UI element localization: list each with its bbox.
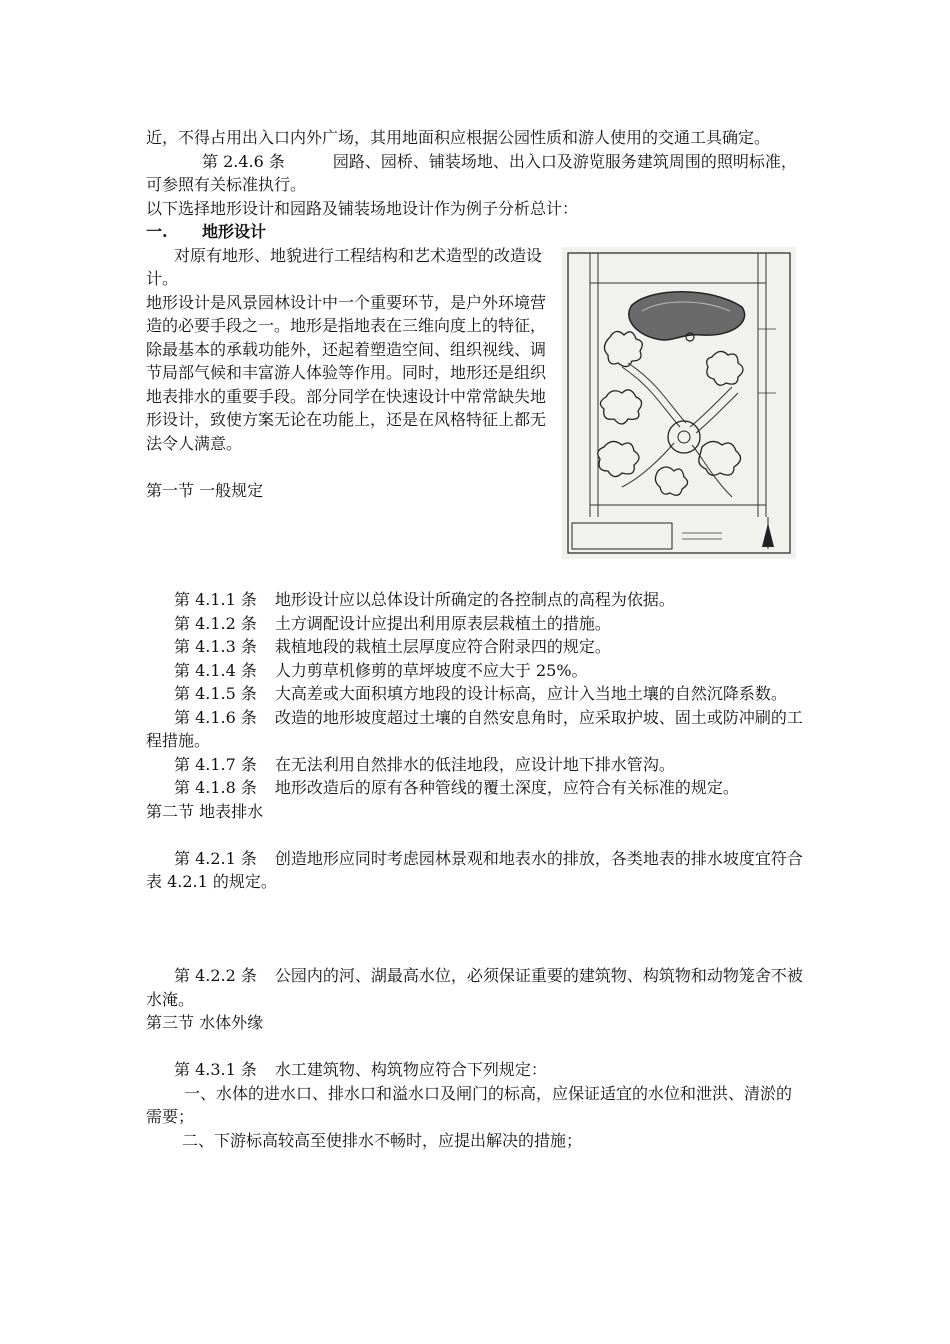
terrain-description: 地形设计是风景园林设计中一个重要环节，是户外环境营造的必要手段之一。地形是指地表在三维向度上的特征，除最基本的承载功能外，还起着塑造空间、组织视线、调节局部气候和丰富游人体验等作用。同时，地形还是组织地表排水的重要手段。部分同学在快速设计中常常缺失地形设计，致使方案无论在功能上，还是在风格特征上都无法令人满意。 bbox=[146, 292, 547, 453]
clause-text: 改造的地形坡度超过土壤的自然安息角时，应采取护坡、固土或防冲刷的工程措施。 bbox=[146, 707, 803, 750]
clause-number: 第 2.4.6 条 bbox=[202, 151, 285, 171]
clause-text: 公园内的河、湖最高水位，必须保证重要的建筑物、构筑物和动物笼舍不被水淹。 bbox=[146, 966, 803, 1009]
clause-4-3-1-sub-2: 二、下游标高较高至使排水不畅时，应提出解决的措施； bbox=[182, 1130, 583, 1150]
terrain-definition: 对原有地形、地貌进行工程结构和艺术造型的改造设计。 bbox=[146, 245, 543, 288]
landscape-plan-sketch-image bbox=[562, 247, 796, 559]
sketch-drawing bbox=[562, 247, 796, 559]
clause-4-1-1 bbox=[146, 588, 806, 612]
clause-number: 第 4.2.1 条 bbox=[174, 848, 257, 868]
clause-number: 第 4.1.8 条 bbox=[174, 778, 257, 797]
clause-text: 大高差或大面积填方地段的设计标高，应计入当地土壤的自然沉降系数。 bbox=[274, 684, 787, 703]
clause-text: 地形改造后的原有各种管线的覆土深度，应符合有关标准的规定。 bbox=[274, 778, 739, 797]
clause-4-1-6 bbox=[146, 706, 806, 753]
clause-4-2-2 bbox=[146, 964, 806, 1011]
section-2-title: 第二节 地表排水 bbox=[146, 801, 264, 821]
clause-text: 地形设计应以总体设计所确定的各控制点的高程为依据。 bbox=[274, 590, 675, 609]
clause-4-1-8 bbox=[146, 776, 806, 800]
clause-number: 第 4.2.2 条 bbox=[174, 966, 257, 985]
section-3-title: 第三节 水体外缘 bbox=[146, 1013, 264, 1032]
clause-4-1-2 bbox=[146, 612, 806, 636]
heading-terrain-design bbox=[146, 220, 806, 244]
clause-text: 园路、园桥、铺装场地、出入口及游览服务建筑周围的照明标准，可参照有关标准执行。 bbox=[146, 151, 797, 194]
clause-4-1-5 bbox=[146, 682, 806, 706]
clause-number: 第 4.3.1 条 bbox=[174, 1060, 257, 1079]
document-body bbox=[146, 126, 806, 1152]
clause-text: 在无法利用自然排水的低洼地段，应设计地下排水管沟。 bbox=[274, 754, 675, 774]
clause-number: 第 4.1.7 条 bbox=[174, 754, 257, 774]
section-1-clauses bbox=[146, 588, 806, 800]
section-1-title: 第一节 一般规定 bbox=[146, 480, 264, 500]
clause-number: 第 4.1.5 条 bbox=[174, 684, 257, 703]
clause-number: 第 4.1.3 条 bbox=[174, 637, 257, 656]
clause-text: 栽植地段的栽植土层厚度应符合附录四的规定。 bbox=[274, 637, 611, 656]
paragraph-continuation: 近，不得占用出入口内外广场，其用地面积应根据公园性质和游人使用的交通工具确定。 bbox=[146, 128, 771, 147]
clause-4-2-1 bbox=[146, 847, 806, 894]
clause-4-1-4 bbox=[146, 659, 806, 683]
clause-number: 第 4.1.2 条 bbox=[174, 613, 257, 633]
clause-text: 创造地形应同时考虑园林景观和地表水的排放，各类地表的排水坡度宜符合表 4.2.1 的规定。 bbox=[146, 848, 803, 891]
clause-number: 第 4.1.6 条 bbox=[174, 707, 257, 727]
clause-number: 第 4.1.4 条 bbox=[174, 660, 257, 680]
clause-text: 人力剪草机修剪的草坪坡度不应大于 25%。 bbox=[274, 660, 588, 680]
clause-2-4-6 bbox=[146, 150, 806, 197]
clause-text: 土方调配设计应提出利用原表层栽植土的措施。 bbox=[274, 613, 611, 633]
heading-text: 地形设计 bbox=[202, 222, 267, 241]
clause-4-3-1-sub-1: 一、水体的进水口、排水口和溢水口及闸门的标高，应保证适宜的水位和泄洪、清淤的需要； bbox=[146, 1083, 793, 1126]
clause-4-3-1 bbox=[146, 1058, 806, 1082]
clause-4-1-7 bbox=[146, 753, 806, 777]
clause-number: 第 4.1.1 条 bbox=[174, 590, 257, 609]
clause-text: 水工建筑物、构筑物应符合下列规定： bbox=[274, 1060, 547, 1079]
intro-sentence: 以下选择地形设计和园路及铺装场地设计作为例子分析总计： bbox=[146, 198, 579, 218]
heading-number: 一. bbox=[146, 222, 168, 241]
clause-4-1-3 bbox=[146, 635, 806, 659]
